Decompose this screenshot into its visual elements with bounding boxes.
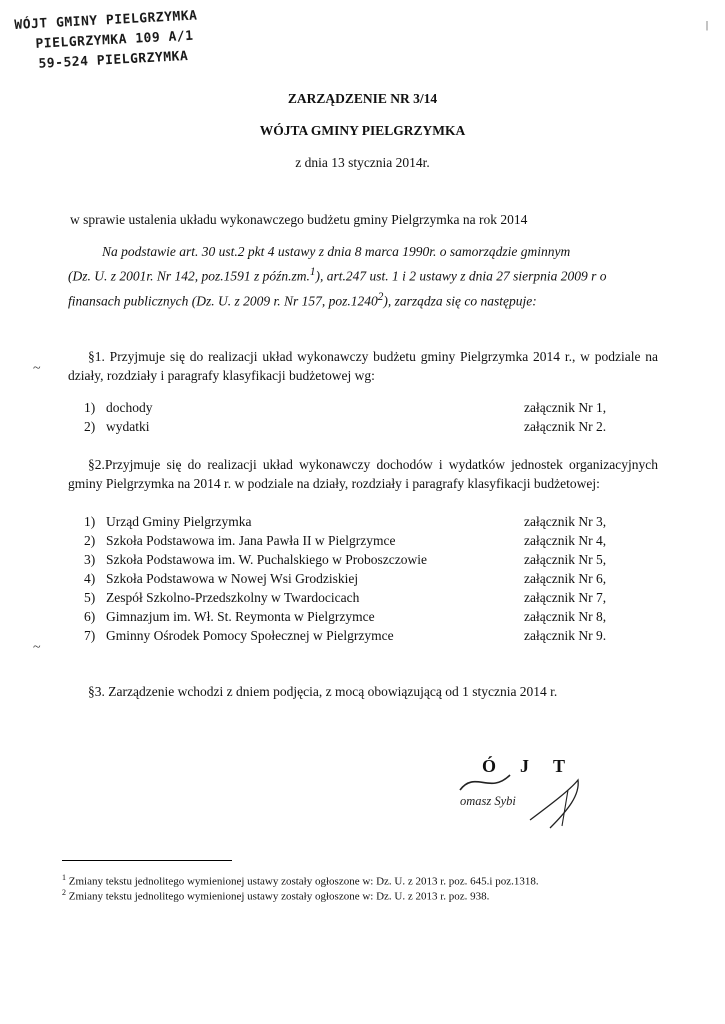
list-item [68, 569, 628, 588]
footnote-2 [62, 888, 489, 903]
item-label: Szkoła Podstawowa im. Jana Pawła II w Pielgrzymce [106, 533, 396, 548]
legal-basis-line-2a: (Dz. U. z 2001r. Nr 142, poz.1591 z późn.zm. [68, 268, 310, 284]
item-attachment: załącznik Nr 7, [524, 590, 607, 605]
margin-mark-2: ~ [33, 640, 41, 655]
footnote-1 [62, 873, 539, 888]
footnote-text: Zmiany tekstu jednolitego wymienionej ustawy zostały ogłoszone w: Dz. U. z 2013 r. poz. 645.i poz.1318. [68, 875, 539, 888]
item-label: wydatki [106, 419, 150, 434]
footnote-ref-1: 1 [309, 266, 316, 278]
item-number: 4) [84, 571, 96, 586]
item-label: Szkoła Podstawowa w Nowej Wsi Grodziskiej [106, 571, 359, 586]
footnote-ref-2: 2 [377, 290, 384, 303]
section-2-list [68, 512, 628, 645]
list-item [68, 588, 628, 607]
item-label: Urząd Gminy Pielgrzymka [106, 514, 252, 529]
item-number: 6) [84, 609, 96, 624]
list-item [68, 607, 628, 626]
list-item [68, 531, 628, 550]
item-attachment: załącznik Nr 8, [524, 609, 607, 624]
signature-stamp: ÓJT [482, 756, 590, 776]
legal-basis-line-3 [68, 287, 643, 312]
item-label: Gminny Ośrodek Pomocy Społecznej w Pielgrzymce [106, 628, 394, 643]
item-attachment: załącznik Nr 9. [524, 628, 607, 643]
legal-basis-line-2 [68, 262, 643, 287]
item-attachment: załącznik Nr 4, [524, 533, 607, 548]
item-label: Szkoła Podstawowa im. W. Puchalskiego w Proboszczowie [106, 552, 427, 567]
item-label: Gimnazjum im. Wł. St. Reymonta w Pielgrzymce [106, 609, 375, 624]
footnote-mark: 2 [62, 888, 66, 897]
list-item [68, 512, 628, 531]
list-item [68, 398, 628, 417]
document-date: z dnia 13 stycznia 2014r. [295, 155, 430, 170]
item-attachment: załącznik Nr 2. [524, 419, 607, 434]
stamp-line-2: PIELGRZYMKA 109 A/1 [35, 28, 194, 52]
item-number: 1) [84, 514, 96, 529]
footnote-text: Zmiany tekstu jednolitego wymienionej ustawy zostały ogłoszone w: Dz. U. z 2013 r. poz. 938. [68, 890, 490, 903]
section-1-text: §1. Przyjmuje się do realizacji układ wykonawczy budżetu gminy Pielgrzymka 2014 r., w podziale na działy, rozdziały i paragrafy klasyfikacji budżetowej wg: [68, 349, 658, 383]
list-item [68, 550, 628, 569]
section-1-list [68, 398, 628, 436]
margin-mark-1: ~ [33, 361, 41, 376]
office-stamp [14, 6, 200, 76]
legal-basis [68, 242, 643, 311]
item-number: 3) [84, 552, 96, 567]
document-subtitle: WÓJTA GMINY PIELGRZYMKA [259, 123, 466, 138]
signature-name: omasz Sybi [460, 794, 516, 808]
item-label: dochody [106, 400, 153, 415]
edge-mark: | [706, 20, 709, 31]
document-subject: w sprawie ustalenia układu wykonawczego budżetu gminy Pielgrzymka na rok 2014 [70, 212, 528, 227]
item-attachment: załącznik Nr 5, [524, 552, 607, 567]
item-number: 5) [84, 590, 96, 605]
item-attachment: załącznik Nr 3, [524, 514, 607, 529]
item-number: 7) [84, 628, 96, 643]
legal-basis-line-3a: finansach publicznych (Dz. U. z 2009 r. Nr 157, poz.1240 [68, 293, 378, 308]
list-item [68, 417, 628, 436]
section-3-text: §3. Zarządzenie wchodzi z dniem podjęcia, z mocą obowiązującą od 1 stycznia 2014 r. [88, 684, 558, 699]
signature-scribble [450, 750, 590, 830]
footnote-mark: 1 [62, 873, 66, 882]
legal-basis-line-1: Na podstawie art. 30 ust.2 pkt 4 ustawy z dnia 8 marca 1990r. o samorządzie gminnym [102, 244, 571, 259]
legal-basis-line-3b: ), zarządza się co następuje: [383, 293, 537, 308]
document-title: ZARZĄDZENIE NR 3/14 [287, 91, 438, 106]
list-item [68, 626, 628, 645]
footnote-separator [62, 860, 232, 861]
item-number: 1) [84, 400, 96, 415]
stamp-line-1: WÓJT GMINY PIELGRZYMKA [14, 8, 198, 33]
item-number: 2) [84, 533, 96, 548]
item-number: 2) [84, 419, 96, 434]
item-attachment: załącznik Nr 6, [524, 571, 607, 586]
section-2-text: §2.Przyjmuje się do realizacji układ wykonawczy dochodów i wydatków jednostek organizacyjnych gminy Pielgrzymka na 2014 r. w podziale na działy, rozdziały i paragrafy klasyfikacji budżetowej: [68, 457, 658, 491]
item-attachment: załącznik Nr 1, [524, 400, 607, 415]
stamp-line-3: 59-524 PIELGRZYMKA [38, 48, 189, 72]
item-label: Zespół Szkolno-Przedszkolny w Twardocicach [106, 590, 360, 605]
legal-basis-line-2b: ), art.247 ust. 1 i 2 ustawy z dnia 27 sierpnia 2009 r o [315, 268, 607, 284]
